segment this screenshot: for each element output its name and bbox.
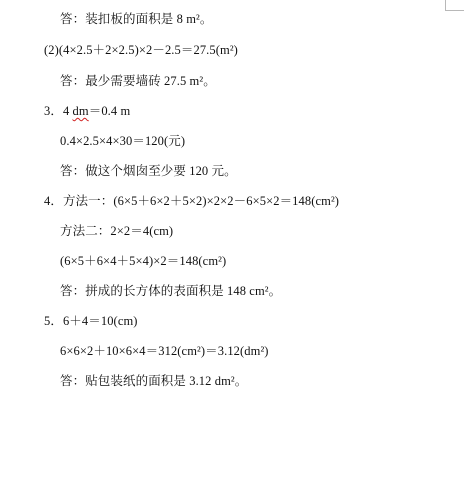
page-corner-mark [445,0,464,11]
answer-line-cuboid-surface: 答：拼成的长方体的表面积是 148 cm²。 [60,284,282,298]
answer-line-chimney: 答：做这个烟囱至少要 120 元。 [60,164,237,178]
question-5-line: 5．6＋4＝10(cm) [44,314,138,328]
q3-result-text: ＝0.4 m [88,104,131,118]
answer-line-ceiling-panel: 答：装扣板的面积是 8 m²。 [60,12,213,26]
answer-line-wall-tiles: 答：最少需要墙砖 27.5 m²。 [60,74,216,88]
calc-line-wrapping-area: 6×6×2＋10×6×4＝312(cm²)＝3.12(dm²) [60,344,269,358]
method-2-calc-line: (6×5＋6×4＋5×4)×2＝148(cm²) [60,254,227,268]
question-4-method-1: 4．方法一：(6×5＋6×2＋5×2)×2×2－6×5×2＝148(cm²) [44,194,340,208]
answer-line-wrapping-paper: 答：贴包装纸的面积是 3.12 dm²。 [60,374,248,388]
q3-unit-dm: dm [72,104,89,118]
question-3-conversion [44,103,130,119]
calc-line-chimney-cost: 0.4×2.5×4×30＝120(元) [60,134,186,148]
q3-number-text: 3．4 [44,104,73,118]
method-2-line: 方法二：2×2＝4(cm) [60,224,174,238]
calc-line-part-2: (2)(4×2.5＋2×2.5)×2－2.5＝27.5(m²) [44,43,238,57]
